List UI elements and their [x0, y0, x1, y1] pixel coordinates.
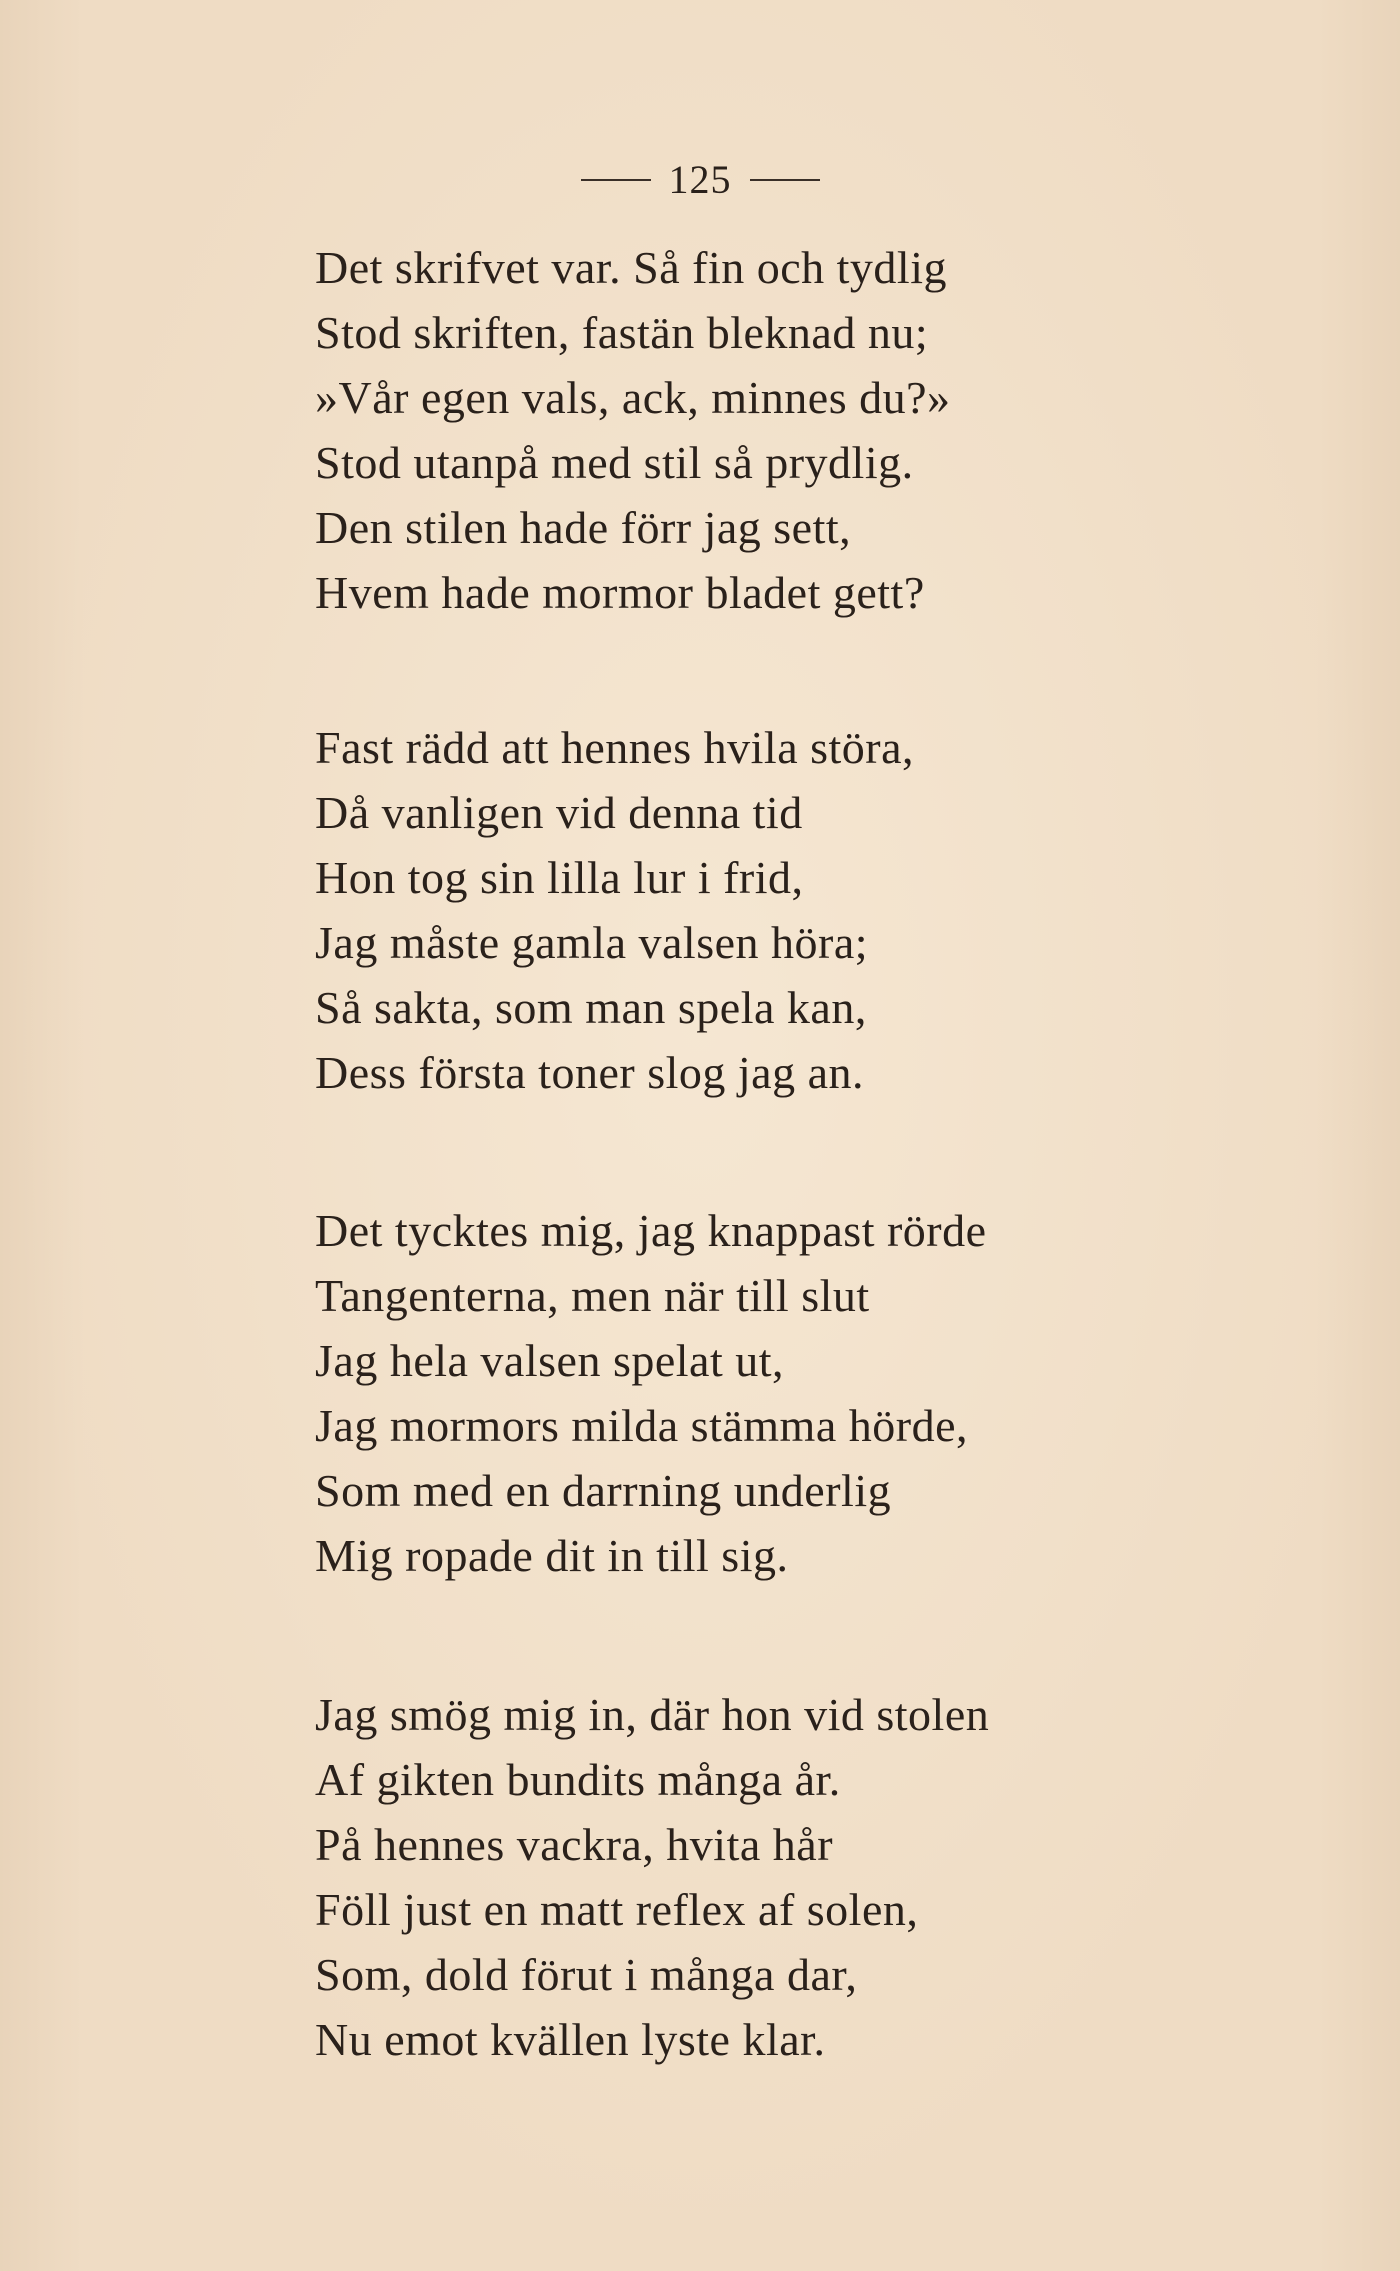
poem-line: Af gikten bundits många år. — [315, 1754, 841, 1805]
poem-line: Då vanligen vid denna tid — [315, 787, 803, 838]
poem-line: »Vår egen vals, ack, minnes du?» — [315, 372, 951, 423]
poem-line: På hennes vackra, hvita hår — [315, 1819, 834, 1870]
poem-line: Den stilen hade förr jag sett, — [315, 502, 852, 553]
stanza — [315, 1682, 1315, 2072]
right-rule — [750, 179, 820, 181]
poem-line: Fast rädd att hennes hvila störa, — [315, 722, 915, 773]
poem-line: Jag hela valsen spelat ut, — [315, 1335, 785, 1386]
poem-line: Det skrifvet var. Så fin och tydlig — [315, 242, 947, 293]
poem-line: Jag smög mig in, där hon vid stolen — [315, 1689, 990, 1740]
stanza — [315, 235, 1315, 625]
poem-line: Hon tog sin lilla lur i frid, — [315, 852, 804, 903]
poem-line: Föll just en matt reflex af solen, — [315, 1884, 919, 1935]
left-rule — [581, 179, 651, 181]
poem-line: Hvem hade mormor bladet gett? — [315, 567, 925, 618]
page-header — [0, 152, 1400, 208]
poem-line: Jag mormors milda stämma hörde, — [315, 1400, 968, 1451]
poem-line: Stod utanpå med stil så prydlig. — [315, 437, 914, 488]
poem-line: Mig ropade dit in till sig. — [315, 1530, 789, 1581]
poem-line: Det tycktes mig, jag knappast rörde — [315, 1205, 987, 1256]
stanza — [315, 715, 1315, 1105]
poem-line: Så sakta, som man spela kan, — [315, 982, 867, 1033]
stanza — [315, 1198, 1315, 1588]
page-number: 125 — [668, 157, 732, 202]
poem-line: Som med en darrning underlig — [315, 1465, 892, 1516]
poem-line: Dess första toner slog jag an. — [315, 1047, 864, 1098]
poem-line: Jag måste gamla valsen höra; — [315, 917, 869, 968]
poem-line: Stod skriften, fastän bleknad nu; — [315, 307, 929, 358]
poem-line: Nu emot kvällen lyste klar. — [315, 2014, 826, 2065]
poem-line: Tangenterna, men när till slut — [315, 1270, 870, 1321]
poem-line: Som, dold förut i många dar, — [315, 1949, 858, 2000]
